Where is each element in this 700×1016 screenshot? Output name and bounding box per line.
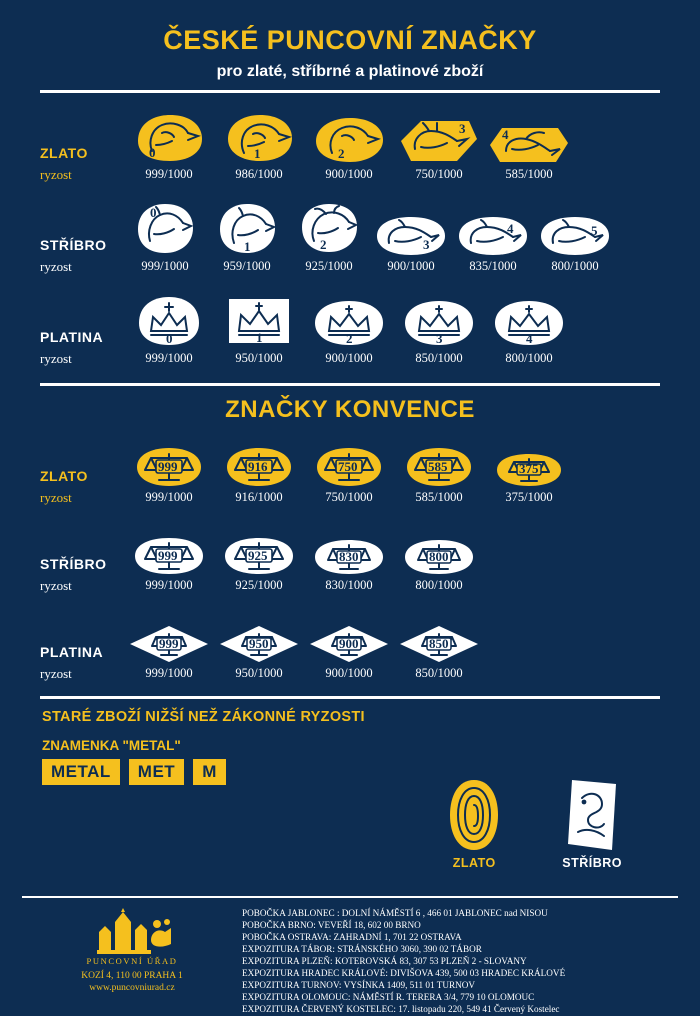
czech-silver-purity-label: ryzost [40, 258, 72, 274]
svg-text:750: 750 [338, 458, 358, 474]
branch-item: POBOČKA OSTRAVA: ZAHRADNÍ 1, 701 22 OSTRAVA [242, 931, 462, 942]
old-goods-marks [448, 778, 622, 870]
svg-text:1: 1 [256, 329, 263, 345]
balance-scale-icon [219, 432, 299, 488]
silver-chamois-head-icon [539, 201, 611, 257]
convention-gold-purity-row [0, 490, 700, 506]
purity-value: 999/1000 [145, 166, 193, 181]
old-silver-shield-icon [564, 778, 620, 852]
svg-text:4: 4 [502, 126, 509, 142]
office-block [22, 906, 242, 1016]
office-address: KOZÍ 4, 110 00 PRAHA 1 [81, 971, 183, 981]
mark-silver-5 [534, 201, 616, 257]
convention-gold-purities [124, 490, 680, 506]
section-convention-silver [0, 520, 700, 594]
branch-item: EXPOZITURA TURNOV: VYSÍNKA 1409, 511 01 TURNOV [242, 979, 476, 990]
balance-scale-icon [309, 432, 389, 488]
svg-text:4: 4 [507, 220, 514, 236]
conv-mark-silver-830 [304, 520, 394, 576]
platinum-crown-icon [403, 293, 475, 349]
mark-silver-0 [124, 201, 206, 257]
czech-gold-marks-row [0, 109, 700, 165]
chip-met: MET [129, 759, 184, 785]
section-czech-silver [0, 201, 700, 275]
czech-platinum-purities [124, 351, 680, 367]
svg-text:916: 916 [248, 458, 268, 474]
page-title: ČESKÉ PUNCOVNÍ ZNAČKY [163, 25, 537, 55]
page-subtitle: pro zlaté, stříbrné a platinové zboží [216, 62, 484, 80]
svg-text:999: 999 [158, 547, 178, 563]
convention-platinum-label: PLATINA [40, 643, 104, 660]
convention-gold-marks [124, 432, 680, 488]
svg-text:3: 3 [423, 236, 430, 252]
gold-eagle-head-icon [222, 109, 296, 165]
section-convention-gold [0, 432, 700, 506]
convention-heading: ZNAČKY KONVENCE [225, 395, 475, 423]
old-gold-oval-icon [448, 778, 500, 852]
czech-gold-label: ZLATO [40, 144, 88, 161]
mark-gold-1 [214, 109, 304, 165]
platinum-crown-icon [493, 293, 565, 349]
old-mark-gold-label: ZLATO [452, 856, 496, 870]
czech-silver-marks-row [0, 201, 700, 257]
balance-scale-icon [218, 608, 300, 664]
old-mark-gold [448, 778, 500, 870]
conv-mark-gold-999 [124, 432, 214, 488]
convention-platinum-marks [124, 608, 680, 664]
section-czech-gold [0, 109, 700, 183]
svg-text:3: 3 [459, 120, 466, 136]
conv-mark-gold-375 [484, 432, 574, 488]
svg-text:0: 0 [166, 330, 173, 346]
purity-value: 900/1000 [325, 665, 373, 680]
gold-eagle-head-icon [132, 109, 206, 165]
mark-platinum-2 [304, 293, 394, 349]
purity-value: 999/1000 [145, 489, 193, 504]
balance-scale-icon [219, 520, 299, 576]
czech-platinum-marks [124, 293, 680, 349]
purity-value: 850/1000 [415, 665, 463, 680]
conv-mark-platinum-850 [394, 608, 484, 664]
mark-silver-4 [452, 201, 534, 257]
purity-value: 999/1000 [141, 258, 189, 273]
svg-text:375: 375 [519, 460, 539, 476]
purity-value: 835/1000 [469, 258, 517, 273]
purity-value: 800/1000 [505, 350, 553, 365]
mark-platinum-0 [124, 293, 214, 349]
footer [0, 896, 700, 1014]
conv-mark-gold-750 [304, 432, 394, 488]
purity-value: 850/1000 [415, 350, 463, 365]
purity-value: 925/1000 [235, 577, 283, 592]
balance-scale-icon [129, 432, 209, 488]
purity-value: 916/1000 [235, 489, 283, 504]
mark-platinum-4 [484, 293, 574, 349]
svg-text:1: 1 [244, 238, 251, 254]
purity-value: 986/1000 [235, 166, 283, 181]
mark-silver-1 [206, 201, 288, 257]
convention-silver-label: STŘÍBRO [40, 555, 107, 572]
office-logo-icon [22, 906, 242, 954]
convention-platinum-marks-row [0, 608, 700, 664]
svg-text:2: 2 [320, 236, 327, 252]
balance-scale-icon [399, 432, 479, 488]
purity-value: 800/1000 [551, 258, 599, 273]
purity-value: 999/1000 [145, 665, 193, 680]
silver-chamois-head-icon [132, 201, 198, 257]
svg-text:4: 4 [526, 330, 533, 346]
svg-text:1: 1 [254, 145, 261, 161]
conv-mark-platinum-950 [214, 608, 304, 664]
convention-gold-purity-label: ryzost [40, 489, 72, 505]
svg-text:999: 999 [159, 635, 179, 651]
branch-item: EXPOZITURA OLOMOUC: NÁMĚSTÍ R. TERERA 3/4, 779 10 OLOMOUC [242, 991, 535, 1002]
mark-gold-0 [124, 109, 214, 165]
silver-goat-head-icon [296, 201, 362, 257]
purity-value: 999/1000 [145, 577, 193, 592]
conv-mark-silver-999 [124, 520, 214, 576]
branch-item: EXPOZITURA PLZEŇ: KOTEROVSKÁ 83, 307 53 PLZEŇ 2 - SLOVANY [242, 955, 527, 966]
czech-silver-marks [124, 201, 692, 257]
branch-item: EXPOZITURA ČERVENÝ KOSTELEC: 17. listopadu 220, 549 41 Červený Kostelec [242, 1003, 560, 1014]
branch-item: POBOČKA JABLONEC : DOLNÍ NÁMĚSTÍ 6 , 466 01 JABLONEC nad NISOU [242, 908, 548, 918]
branch-list [242, 906, 678, 1016]
purity-value: 950/1000 [235, 665, 283, 680]
branch-item: EXPOZITURA TÁBOR: STRÁNSKÉHO 3060, 390 02 TÁBOR [242, 943, 482, 954]
office-name: PUNCOVNÍ ÚŘAD [86, 956, 178, 966]
convention-silver-purity-label: ryzost [40, 577, 72, 593]
balance-scale-icon [129, 520, 209, 576]
silver-chamois-head-icon [214, 201, 280, 257]
header-divider [40, 90, 660, 93]
conv-mark-gold-916 [214, 432, 304, 488]
convention-gold-label: ZLATO [40, 467, 88, 484]
balance-scale-icon [128, 608, 210, 664]
mark-silver-2 [288, 201, 370, 257]
convention-gold-marks-row [0, 432, 700, 488]
platinum-crown-icon [135, 293, 203, 349]
svg-text:925: 925 [248, 547, 268, 563]
purity-value: 585/1000 [415, 489, 463, 504]
section-divider [40, 383, 660, 386]
svg-text:2: 2 [338, 145, 345, 161]
balance-scale-icon [311, 520, 387, 576]
mark-gold-3 [394, 109, 484, 165]
czech-gold-purity-label: ryzost [40, 166, 72, 182]
purity-value: 900/1000 [325, 350, 373, 365]
gold-eagle-head-icon [312, 109, 386, 165]
convention-platinum-purity-row [0, 666, 700, 682]
conv-mark-silver-925 [214, 520, 304, 576]
svg-text:585: 585 [428, 458, 448, 474]
mark-platinum-1 [214, 293, 304, 349]
section-divider [40, 696, 660, 699]
balance-scale-icon [398, 608, 480, 664]
convention-silver-marks-row [0, 520, 700, 576]
balance-scale-icon [493, 432, 565, 488]
svg-text:3: 3 [436, 330, 443, 346]
conv-mark-silver-800 [394, 520, 484, 576]
branch-item: EXPOZITURA HRADEC KRÁLOVÉ: DIVIŠOVA 439, 500 03 HRADEC KRÁLOVÉ [242, 967, 566, 978]
czech-gold-purity-row [0, 167, 700, 183]
svg-text:999: 999 [158, 458, 178, 474]
silver-chamois-head-icon [375, 201, 447, 257]
znamenka-title: ZNAMENKA "METAL" [42, 737, 181, 753]
svg-text:2: 2 [346, 330, 353, 346]
chip-metal: METAL [42, 759, 120, 785]
svg-text:830: 830 [339, 548, 359, 564]
poster-header [0, 0, 700, 93]
czech-silver-purity-row [0, 259, 700, 275]
czech-platinum-purity-label: ryzost [40, 350, 72, 366]
purity-value: 925/1000 [305, 258, 353, 273]
mark-silver-3 [370, 201, 452, 257]
old-mark-silver [562, 778, 622, 870]
purity-value: 959/1000 [223, 258, 271, 273]
old-mark-silver-label: STŘÍBRO [562, 856, 622, 870]
convention-silver-marks [124, 520, 680, 576]
section-convention-platinum [0, 608, 700, 682]
platinum-crown-icon [225, 293, 293, 349]
purity-value: 800/1000 [415, 577, 463, 592]
purity-value: 375/1000 [505, 489, 553, 504]
svg-text:900: 900 [339, 635, 359, 651]
mark-gold-4 [484, 109, 574, 165]
purity-value: 750/1000 [325, 489, 373, 504]
platinum-crown-icon [313, 293, 385, 349]
purity-value: 900/1000 [325, 166, 373, 181]
footer-content [0, 898, 700, 1016]
chip-m: M [193, 759, 226, 785]
purity-value: 950/1000 [235, 350, 283, 365]
conv-mark-platinum-999 [124, 608, 214, 664]
svg-text:950: 950 [249, 635, 269, 651]
convention-platinum-purities [124, 666, 680, 682]
section-czech-platinum [0, 293, 700, 367]
svg-text:5: 5 [591, 222, 598, 238]
conv-mark-platinum-900 [304, 608, 394, 664]
czech-silver-label: STŘÍBRO [40, 236, 107, 253]
balance-scale-icon [308, 608, 390, 664]
svg-text:0: 0 [149, 144, 156, 160]
mark-gold-2 [304, 109, 394, 165]
svg-text:0: 0 [150, 204, 157, 220]
convention-silver-purity-row [0, 578, 700, 594]
svg-text:800: 800 [429, 548, 449, 564]
silver-chamois-head-icon [457, 201, 529, 257]
purity-value: 900/1000 [387, 258, 435, 273]
branch-item: POBOČKA BRNO: VEVEŘÍ 18, 602 00 BRNO [242, 919, 421, 930]
balance-scale-icon [401, 520, 477, 576]
czech-gold-marks [124, 109, 680, 165]
mark-platinum-3 [394, 293, 484, 349]
gold-chamois-head-icon [399, 109, 479, 165]
old-goods-title: STARÉ ZBOŽÍ NIŽŠÍ NEŽ ZÁKONNÉ RYZOSTI [42, 708, 365, 725]
convention-platinum-purity-label: ryzost [40, 665, 72, 681]
czech-platinum-label: PLATINA [40, 328, 104, 345]
conv-mark-gold-585 [394, 432, 484, 488]
office-website[interactable]: www.puncovniurad.cz [89, 983, 175, 993]
section-old-goods [0, 708, 700, 870]
czech-gold-purities [124, 167, 680, 183]
convention-silver-purities [124, 578, 680, 594]
purity-value: 999/1000 [145, 350, 193, 365]
purity-value: 750/1000 [415, 166, 463, 181]
purity-value: 585/1000 [505, 166, 553, 181]
czech-platinum-purity-row [0, 351, 700, 367]
svg-text:850: 850 [429, 635, 449, 651]
gold-horse-head-icon [488, 109, 570, 165]
czech-silver-purities [124, 259, 692, 275]
purity-value: 830/1000 [325, 577, 373, 592]
czech-platinum-marks-row [0, 293, 700, 349]
